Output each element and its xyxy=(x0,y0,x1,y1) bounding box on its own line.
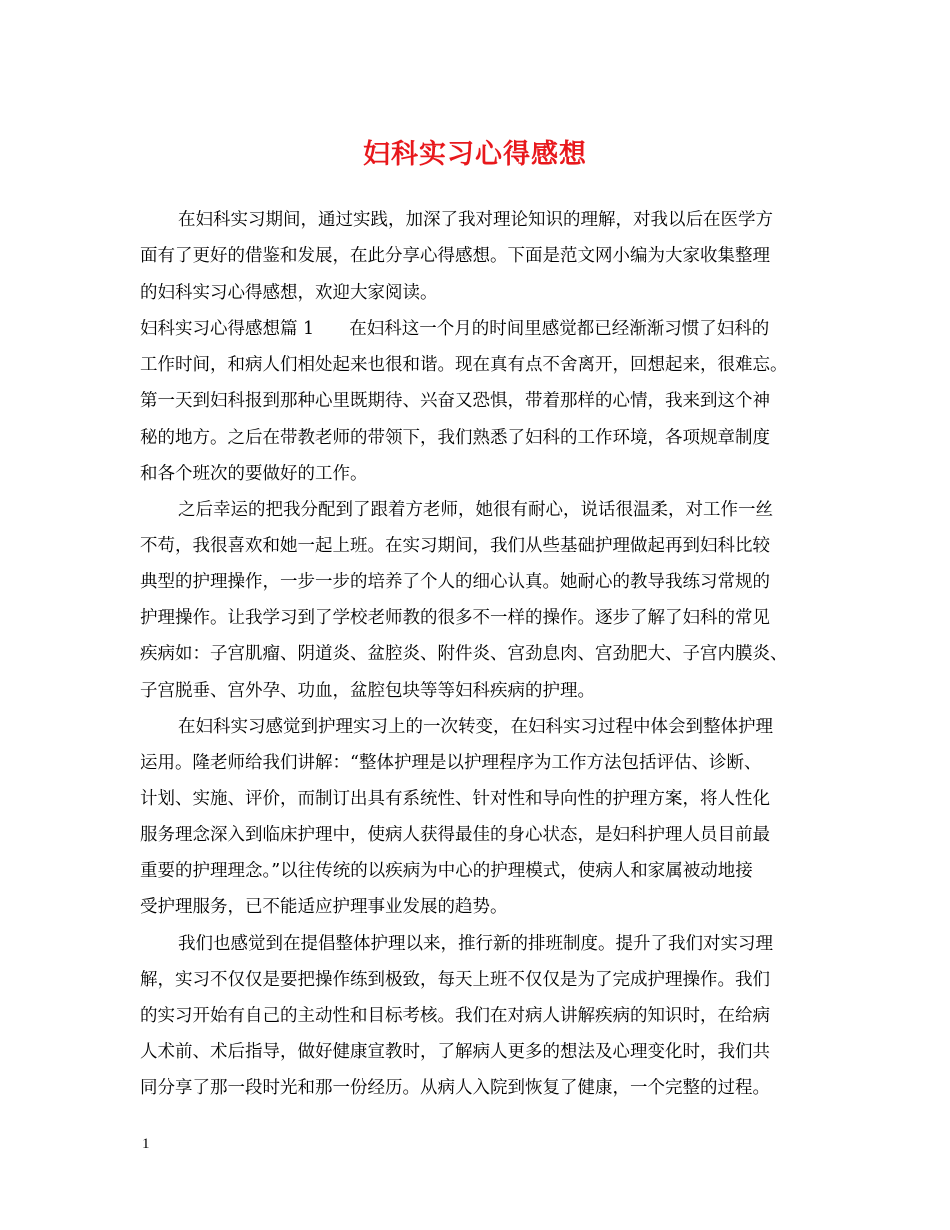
text-line: 典型的护理操作，一步一步的培养了个人的细心认真。她耐心的教导我练习常规的 xyxy=(140,572,770,592)
page-title: 妇科实习心得感想 xyxy=(363,139,587,170)
text-line: 秘的地方。之后在带教老师的带领下，我们熟悉了妇科的工作环境，各项规章制度 xyxy=(140,428,770,448)
text-line: 受护理服务，已不能适应护理事业发展的趋势。 xyxy=(140,897,508,917)
text-line: 之后幸运的把我分配到了跟着方老师，她很有耐心，说话很温柔，对工作一丝 xyxy=(178,500,773,520)
text-line: 子宫脱垂、宫外孕、功血，盆腔包块等等妇科疾病的护理。 xyxy=(140,681,595,701)
text-line: 运用。隆老师给我们讲解：“整体护理是以护理程序为工作方法包括评估、诊断、 xyxy=(140,753,762,773)
text-line: 重要的护理理念。”以往传统的以疾病为中心的护理模式，使病人和家属被动地接 xyxy=(140,861,753,881)
text-line: 的实习开始有自己的主动性和目标考核。我们在对病人讲解疾病的知识时，在给病 xyxy=(140,1006,770,1026)
text-line: 我们也感觉到在提倡整体护理以来，推行新的排班制度。提升了我们对实习理 xyxy=(178,934,773,954)
text-line: 人术前、术后指导，做好健康宣教时，了解病人更多的想法及心理变化时，我们共 xyxy=(140,1042,770,1062)
text-line: 在妇科实习感觉到护理实习上的一次转变，在妇科实习过程中体会到整体护理 xyxy=(178,717,773,737)
text-line: 工作时间，和病人们相处起来也很和谐。现在真有点不舍离开，回想起来，很难忘。 xyxy=(140,355,788,375)
text-line: 解，实习不仅仅是要把操作练到极致，每天上班不仅仅是为了完成护理操作。我们 xyxy=(140,970,770,990)
text-line: 护理操作。让我学习到了学校老师教的很多不一样的操作。逐步了解了妇科的常见 xyxy=(140,608,770,628)
text-line: 面有了更好的借鉴和发展，在此分享心得感想。下面是范文网小编为大家收集整理 xyxy=(140,246,770,266)
text-line: 服务理念深入到临床护理中，使病人获得最佳的身心状态，是妇科护理人员目前最 xyxy=(140,825,770,845)
text-line: 同分享了那一段时光和那一份经历。从病人入院到恢复了健康，一个完整的过程。 xyxy=(140,1078,770,1098)
text-line: 计划、实施、评价，而制订出具有系统性、针对性和导向性的护理方案，将人性化 xyxy=(140,789,770,809)
text-line: 疾病如：子宫肌瘤、阴道炎、盆腔炎、附件炎、宫劲息肉、宫劲肥大、子宫内膜炎、 xyxy=(140,644,788,664)
text-line: 不苟，我很喜欢和她一起上班。在实习期间，我们从些基础护理做起再到妇科比较 xyxy=(140,536,770,556)
text-line: 在妇科实习期间，通过实践，加深了我对理论知识的理解，对我以后在医学方 xyxy=(178,210,773,230)
text-line: 第一天到妇科报到那种心里既期待、兴奋又恐惧，带着那样的心情，我来到这个神 xyxy=(140,391,770,411)
page-number: 1 xyxy=(142,1136,150,1152)
text-line: 的妇科实习心得感想，欢迎大家阅读。 xyxy=(140,283,438,303)
text-line: 妇科实习心得感想篇 1 在妇科这一个月的时间里感觉都已经渐渐习惯了妇科的 xyxy=(140,319,770,339)
text-line: 和各个班次的要做好的工作。 xyxy=(140,464,368,484)
